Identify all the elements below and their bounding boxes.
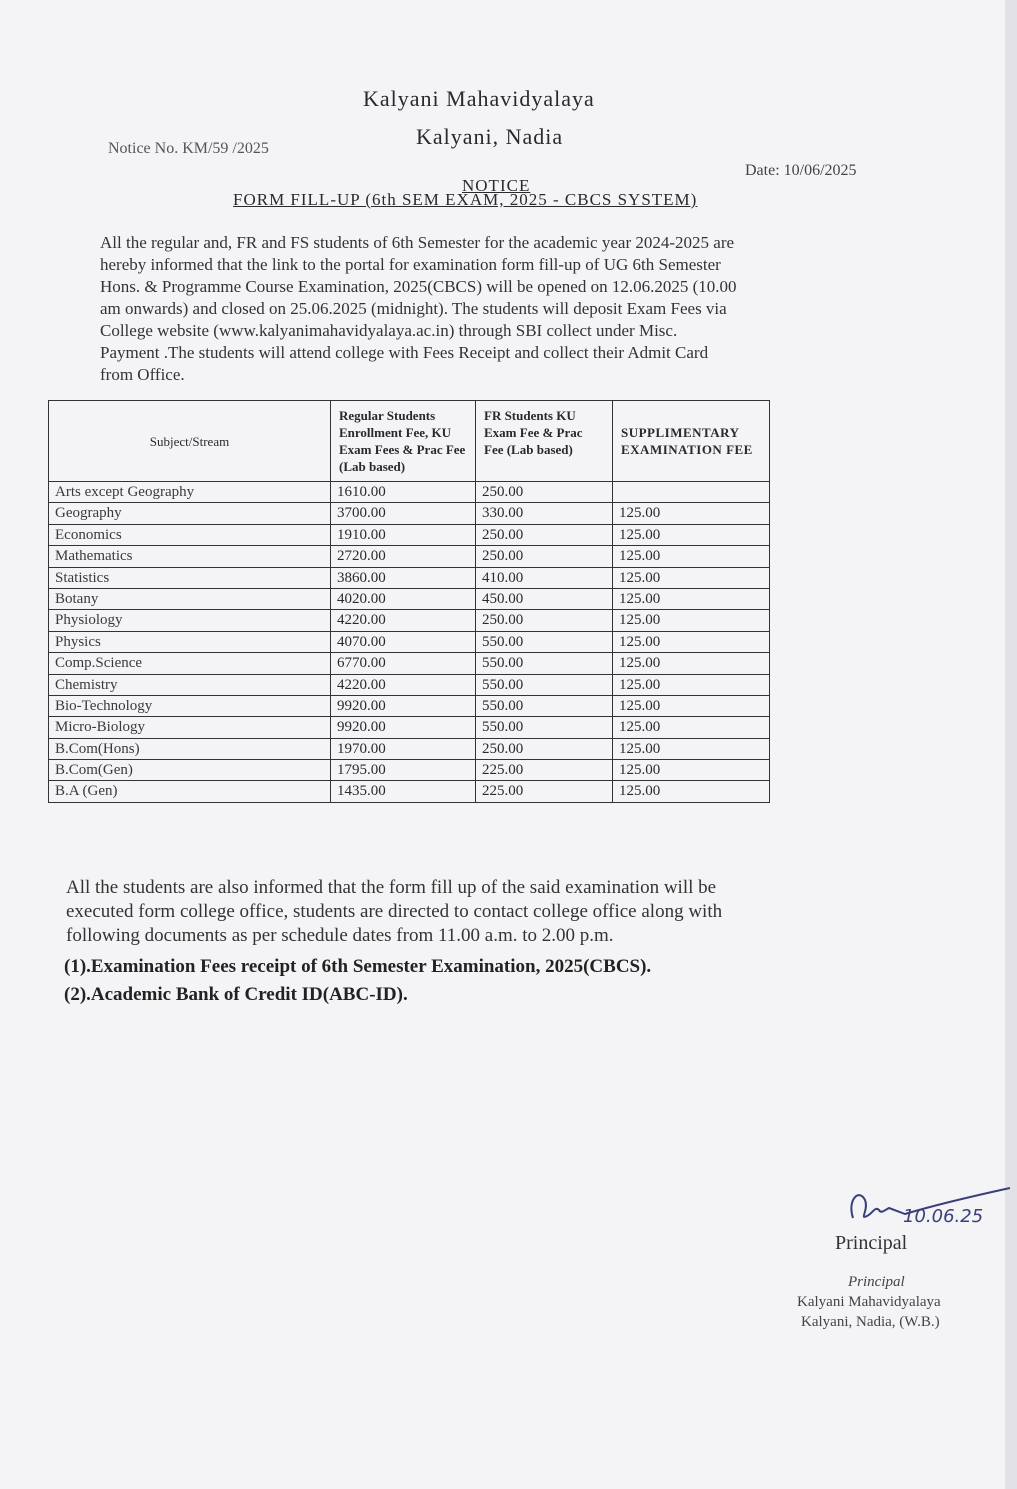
table-row — [49, 717, 770, 738]
table-row — [49, 588, 770, 609]
intro-line: hereby informed that the link to the portal for examination form fill-up of UG 6th Semester — [100, 255, 721, 274]
cell-supplementary-fee: 125.00 — [613, 524, 770, 545]
cell-regular-fee: 1795.00 — [331, 760, 476, 781]
cell-regular-fee: 9920.00 — [331, 717, 476, 738]
closing-paragraph — [66, 876, 911, 948]
cell-fr-fee: 250.00 — [476, 738, 613, 759]
cell-subject: Arts except Geography — [49, 482, 331, 503]
table-row — [49, 760, 770, 781]
cell-subject: Physiology — [49, 610, 331, 631]
cell-supplementary-fee: 125.00 — [613, 781, 770, 802]
cell-subject: Micro-Biology — [49, 717, 331, 738]
cell-regular-fee: 1910.00 — [331, 524, 476, 545]
cell-fr-fee: 550.00 — [476, 631, 613, 652]
cell-fr-fee: 550.00 — [476, 653, 613, 674]
closing-line: All the students are also informed that the form fill up of the said examination will be — [66, 877, 717, 898]
notice-title: NOTICE — [462, 176, 531, 195]
cell-regular-fee: 9920.00 — [331, 695, 476, 716]
cell-supplementary-fee: 125.00 — [613, 717, 770, 738]
stamp-college: Kalyani Mahavidyalaya — [797, 1294, 941, 1310]
page-edge — [1005, 0, 1017, 1489]
signature-mark — [845, 1180, 1015, 1230]
cell-subject: Botany — [49, 588, 331, 609]
intro-line: am onwards) and closed on 25.06.2025 (midnight). The students will deposit Exam Fees via — [100, 299, 727, 318]
cell-subject: Mathematics — [49, 546, 331, 567]
intro-line: College website (www.kalyanimahavidyalaya.ac.in) through SBI collect under Misc. — [100, 321, 678, 340]
cell-regular-fee: 6770.00 — [331, 653, 476, 674]
document-item-fees-receipt: (1).Examination Fees receipt of 6th Semester Examination, 2025(CBCS). — [64, 956, 652, 977]
cell-regular-fee: 4070.00 — [331, 631, 476, 652]
fee-table-body — [49, 482, 770, 803]
cell-fr-fee: 225.00 — [476, 760, 613, 781]
cell-regular-fee: 3860.00 — [331, 567, 476, 588]
table-row — [49, 695, 770, 716]
table-row — [49, 781, 770, 802]
table-row — [49, 546, 770, 567]
cell-fr-fee: 250.00 — [476, 482, 613, 503]
cell-subject: Bio-Technology — [49, 695, 331, 716]
fee-table-header — [49, 401, 770, 482]
table-row — [49, 674, 770, 695]
table-row — [49, 503, 770, 524]
notice-date: Date: 10/06/2025 — [745, 162, 857, 179]
cell-fr-fee: 550.00 — [476, 674, 613, 695]
table-row — [49, 610, 770, 631]
cell-regular-fee: 3700.00 — [331, 503, 476, 524]
college-place: Kalyani, Nadia — [416, 124, 564, 149]
cell-supplementary-fee: 125.00 — [613, 588, 770, 609]
fee-table — [48, 400, 770, 803]
cell-subject: Comp.Science — [49, 653, 331, 674]
cell-fr-fee: 250.00 — [476, 524, 613, 545]
cell-subject: Geography — [49, 503, 331, 524]
cell-supplementary-fee: 125.00 — [613, 546, 770, 567]
stamp-title: Principal — [848, 1274, 905, 1290]
closing-line: executed form college office, students are directed to contact college office along with — [66, 901, 723, 922]
cell-supplementary-fee: 125.00 — [613, 631, 770, 652]
table-row — [49, 738, 770, 759]
cell-fr-fee: 550.00 — [476, 695, 613, 716]
table-row — [49, 653, 770, 674]
principal-label: Principal — [835, 1232, 908, 1254]
cell-fr-fee: 250.00 — [476, 546, 613, 567]
cell-supplementary-fee: 125.00 — [613, 738, 770, 759]
cell-subject: B.Com(Hons) — [49, 738, 331, 759]
cell-fr-fee: 330.00 — [476, 503, 613, 524]
header-supplementary-fee: SUPPLIMENTARY EXAMINATION FEE — [613, 401, 770, 482]
cell-regular-fee: 1435.00 — [331, 781, 476, 802]
cell-supplementary-fee: 125.00 — [613, 653, 770, 674]
college-name: Kalyani Mahavidyalaya — [363, 86, 595, 111]
principal-signature — [845, 1180, 1015, 1235]
intro-line: All the regular and, FR and FS students of 6th Semester for the academic year 2024-2025 are — [100, 233, 735, 252]
cell-subject: B.Com(Gen) — [49, 760, 331, 781]
cell-regular-fee: 4020.00 — [331, 588, 476, 609]
table-row — [49, 524, 770, 545]
cell-supplementary-fee — [613, 482, 770, 503]
document-item-abc-id: (2).Academic Bank of Credit ID(ABC-ID). — [64, 984, 408, 1005]
table-row — [49, 631, 770, 652]
intro-line: Hons. & Programme Course Examination, 2025(CBCS) will be opened on 12.06.2025 (10.00 — [100, 277, 737, 296]
cell-fr-fee: 550.00 — [476, 717, 613, 738]
cell-supplementary-fee: 125.00 — [613, 610, 770, 631]
cell-subject: Statistics — [49, 567, 331, 588]
cell-regular-fee: 4220.00 — [331, 610, 476, 631]
cell-fr-fee: 450.00 — [476, 588, 613, 609]
cell-regular-fee: 2720.00 — [331, 546, 476, 567]
header-fr-fee: FR Students KU Exam Fee & Prac Fee (Lab based) — [476, 401, 613, 482]
form-title: FORM FILL-UP (6th SEM EXAM, 2025 - CBCS SYSTEM) — [233, 190, 698, 209]
cell-regular-fee: 1970.00 — [331, 738, 476, 759]
cell-subject: B.A (Gen) — [49, 781, 331, 802]
cell-subject: Economics — [49, 524, 331, 545]
cell-supplementary-fee: 125.00 — [613, 503, 770, 524]
cell-regular-fee: 4220.00 — [331, 674, 476, 695]
header-regular-fee: Regular Students Enrollment Fee, KU Exam Fees & Prac Fee (Lab based) — [331, 401, 476, 482]
table-row — [49, 482, 770, 503]
intro-line: Payment .The students will attend college with Fees Receipt and collect their Admit Card — [100, 343, 709, 362]
table-row — [49, 567, 770, 588]
cell-supplementary-fee: 125.00 — [613, 760, 770, 781]
cell-supplementary-fee: 125.00 — [613, 674, 770, 695]
cell-subject: Chemistry — [49, 674, 331, 695]
cell-supplementary-fee: 125.00 — [613, 567, 770, 588]
cell-subject: Physics — [49, 631, 331, 652]
stamp-place: Kalyani, Nadia, (W.B.) — [801, 1314, 940, 1330]
cell-fr-fee: 250.00 — [476, 610, 613, 631]
intro-paragraph — [100, 232, 895, 386]
notice-number: Notice No. KM/59 /2025 — [108, 140, 269, 157]
cell-fr-fee: 410.00 — [476, 567, 613, 588]
closing-line: following documents as per schedule dates from 11.00 a.m. to 2.00 p.m. — [66, 925, 614, 946]
cell-fr-fee: 225.00 — [476, 781, 613, 802]
cell-supplementary-fee: 125.00 — [613, 695, 770, 716]
signature-date: 10.06.25 — [903, 1206, 984, 1227]
intro-line: from Office. — [100, 365, 185, 384]
header-subject: Subject/Stream — [49, 401, 331, 482]
cell-regular-fee: 1610.00 — [331, 482, 476, 503]
